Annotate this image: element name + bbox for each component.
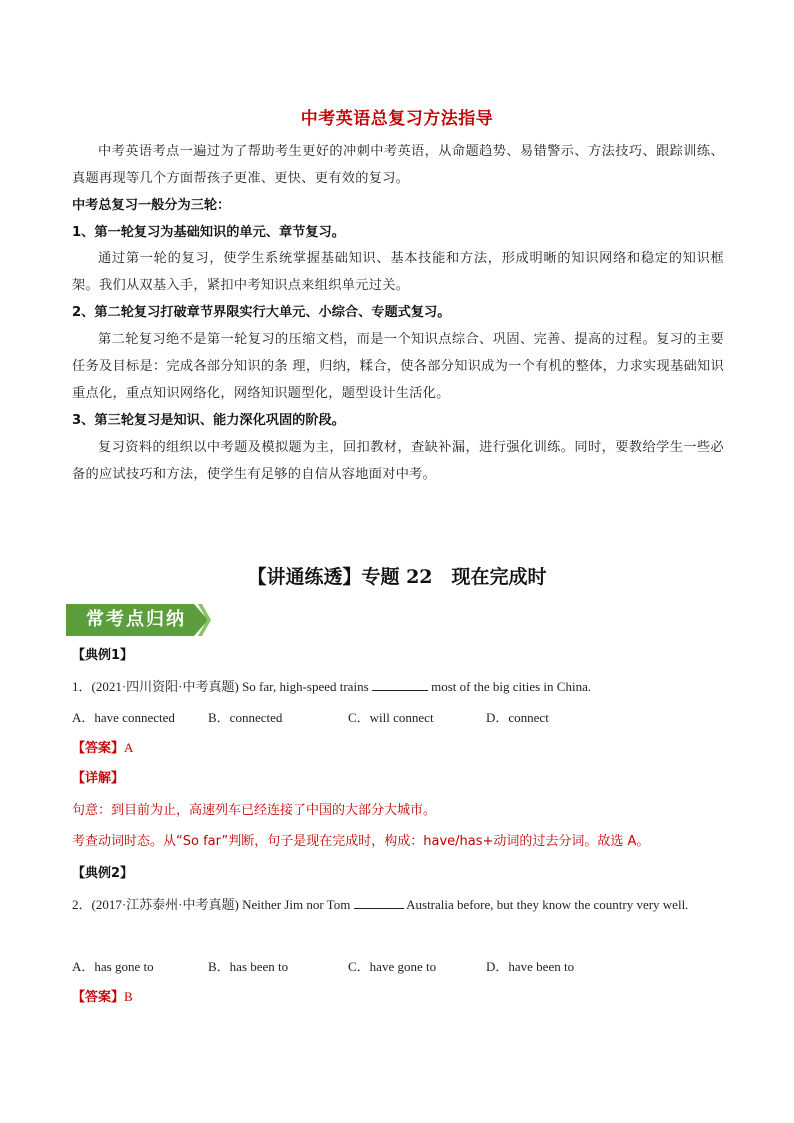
example1-answer [72, 736, 133, 761]
round1-paragraph: 通过第一轮的复习，使学生系统掌握基础知识、基本技能和方法，形成明晰的知识网络和稳定的知识框架。我们从双基入手，紧扣中考知识点来组织单元过关。 [72, 251, 724, 293]
example1-options [72, 706, 732, 730]
example2-answer-tag: 【答案】 [72, 990, 125, 1005]
round3-paragraph: 复习资料的组织以中考题及模拟题为主，回扣教材，查缺补漏，进行强化训练。同时，要教给学生一些必备的应试技巧和方法，使学生有足够的自信从容地面对中考。 [72, 440, 724, 482]
example1-option-d: D．connect [486, 710, 549, 725]
example2-option-a: A．has gone to [72, 959, 154, 974]
example1-option-c: C．will connect [348, 710, 434, 725]
intro-paragraph: 中考英语考点一遍过为了帮助考生更好的冲刺中考英语，从命题趋势、易错警示、方法技巧、跟踪训练、真题再现等几个方面帮孩子更准、更快、更有效的复习。 [72, 144, 724, 186]
example2-blank [354, 894, 404, 909]
example2-stem-after: Australia before, but they know the country very well. [406, 897, 689, 912]
example1-tag: 【典例1】 [72, 648, 134, 663]
guide-title: 中考英语总复习方法指导 [300, 109, 494, 129]
section-banner [66, 602, 211, 638]
example1-detail-tag [72, 767, 124, 791]
banner-label: 常考点归纳 [86, 609, 186, 630]
example2-answer-value: B [124, 989, 133, 1004]
example2-stem [72, 889, 732, 920]
topic-title: 【讲通练透】专题 22 现在完成时 [247, 566, 547, 588]
round2-paragraph: 第二轮复习绝不是第一轮复习的压缩文档，而是一个知识点综合、巩固、完善、提高的过程。复习的主要任务及目标是：完成各部分知识的条 理，归纳，糅合，使各部分知识成为一个有机的整体，力求实现基础知识重点化，重点知识网络化，网络知识题型化，题型设计生活化。 [72, 332, 724, 401]
example1-meaning: 句意：到目前为止，高速列车已经连接了中国的大部分大城市。 [72, 803, 437, 818]
round3-heading: 3、第三轮复习是知识、能力深化巩固的阶段。 [72, 413, 345, 428]
rounds-heading: 中考总复习一般分为三轮： [72, 198, 231, 213]
example2-option-d: D．have been to [486, 959, 575, 974]
example1-option-a: A．have connected [72, 710, 175, 725]
round1-heading: 1、第一轮复习为基础知识的单元、章节复习。 [72, 225, 345, 240]
example1-blank [372, 676, 428, 691]
example1-stem [72, 671, 732, 702]
example2-answer [72, 985, 133, 1010]
example2-tag: 【典例2】 [72, 866, 134, 881]
example2-stem-before: 2．(2017·江苏泰州·中考真题) Neither Jim nor Tom [72, 897, 351, 912]
example2-option-b: B．has been to [208, 959, 289, 974]
example1-option-b: B．connected [208, 710, 283, 725]
example1-answer-tag: 【答案】 [72, 741, 125, 756]
example1-detail-label: 【详解】 [72, 771, 125, 786]
example2-options [72, 955, 732, 979]
example1-stem-before: 1．(2021·四川资阳·中考真题) So far, high-speed trains [72, 679, 369, 694]
example1-answer-value: A [124, 740, 134, 755]
example1-stem-after: most of the big cities in China. [431, 679, 592, 694]
example1-analysis: 考查动词时态。从“So far”判断，句子是现在完成时，构成：have/has+动词的过去分词。故选 A。 [72, 834, 650, 849]
example2-option-c: C．have gone to [348, 959, 437, 974]
round2-heading: 2、第二轮复习打破章节界限实行大单元、小综合、专题式复习。 [72, 305, 451, 320]
